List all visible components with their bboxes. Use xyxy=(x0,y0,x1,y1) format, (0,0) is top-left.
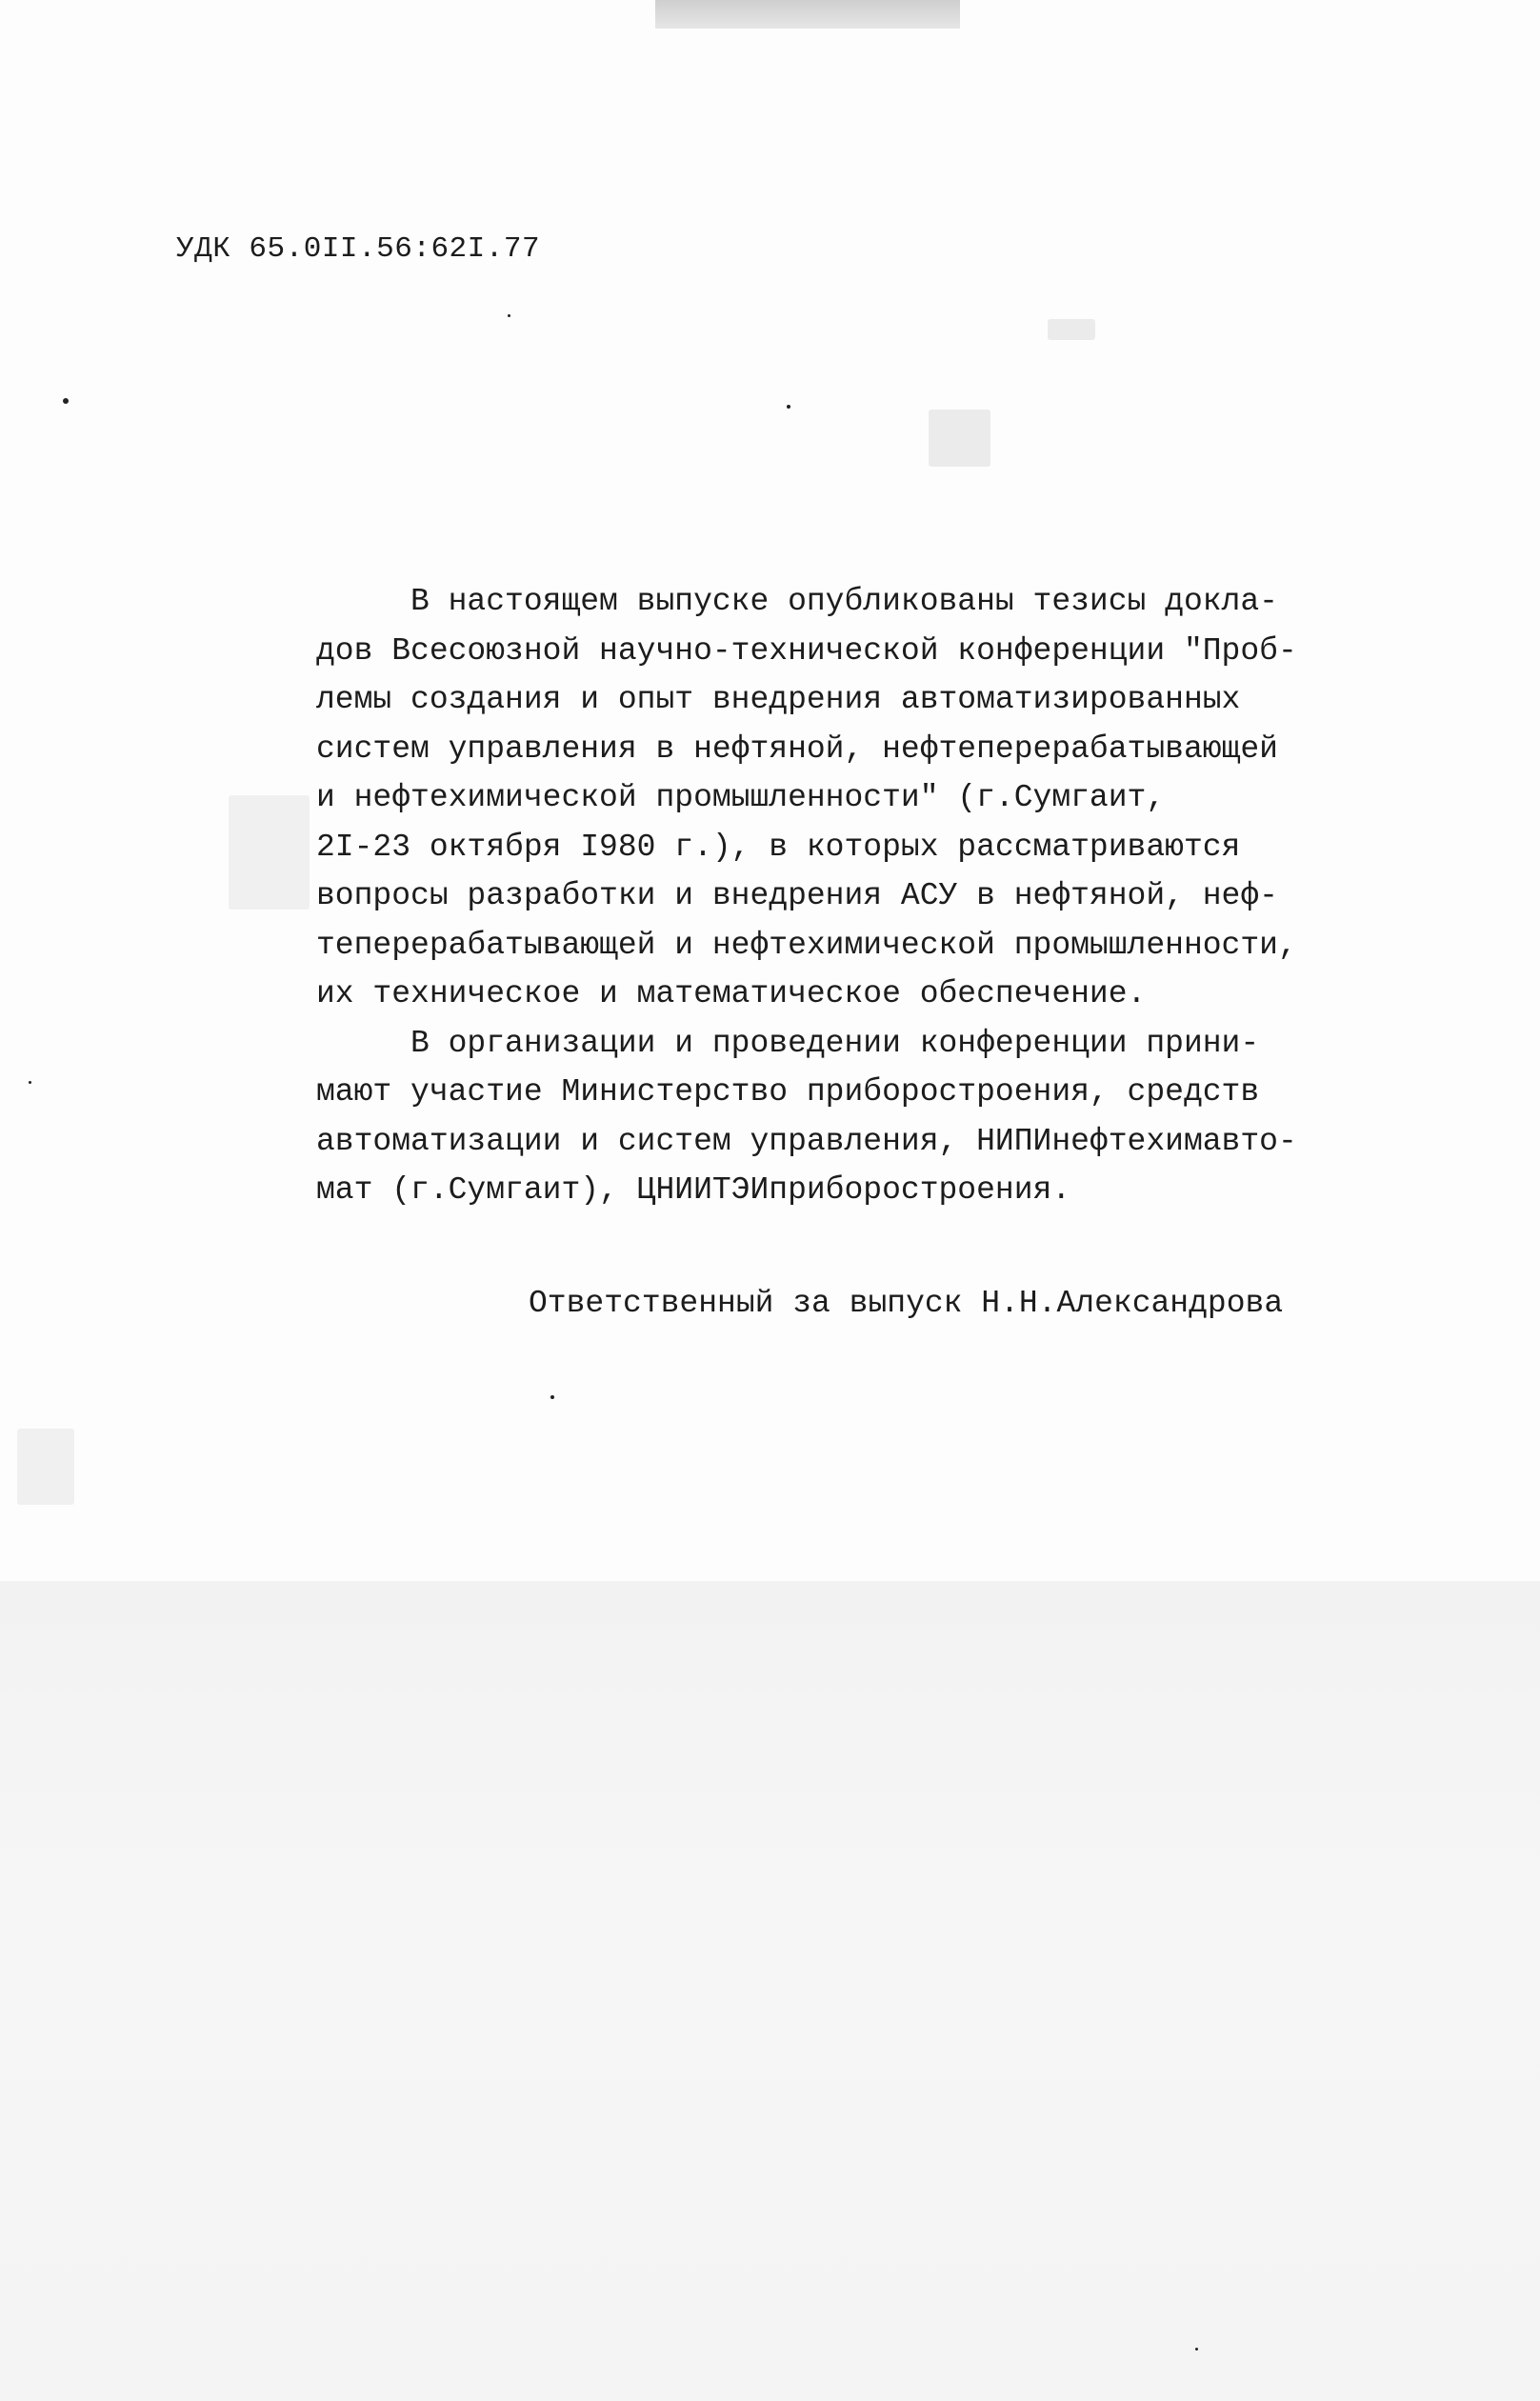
text-line: дов Всесоюзной научно-технической конференции "Проб- xyxy=(316,632,1297,669)
scan-speck xyxy=(508,314,510,317)
text-line: мат (г.Сумгаит), ЦНИИТЭИприборостроения. xyxy=(316,1172,1071,1208)
scan-edge-shadow xyxy=(655,0,960,29)
text-line: 2I-23 октября I980 г.), в которых рассматриваются xyxy=(316,829,1241,865)
udk-code: УДК 65.0II.56:62I.77 xyxy=(176,232,541,266)
paragraph-intro xyxy=(316,577,1326,1019)
text-line: систем управления в нефтяной, нефтеперерабатывающей xyxy=(316,730,1278,767)
scan-speck xyxy=(29,1081,31,1084)
text-line: автоматизации и систем управления, НИПИнефтехимавто- xyxy=(316,1123,1297,1159)
responsible-editor: Ответственный за выпуск Н.Н.Александрова xyxy=(529,1286,1284,1321)
scan-speck xyxy=(1195,2348,1198,2351)
scan-speck xyxy=(787,405,790,409)
annotation-text xyxy=(316,577,1326,1215)
scan-speck xyxy=(63,398,69,404)
text-line: их техническое и математическое обеспечение. xyxy=(316,976,1147,1011)
scan-smudge xyxy=(17,1429,74,1505)
text-line: теперерабатывающей и нефтехимической промышленности, xyxy=(316,927,1297,963)
paragraph-organizers xyxy=(316,1019,1326,1215)
scan-smudge xyxy=(929,410,990,467)
scan-smudge xyxy=(229,795,310,910)
scan-speck xyxy=(550,1395,554,1399)
text-line: В настоящем выпуске опубликованы тезисы докла- xyxy=(316,584,1278,619)
page-lower-shading xyxy=(0,1581,1540,2401)
scan-smudge xyxy=(1048,319,1095,340)
text-line: лемы создания и опыт внедрения автоматизированных xyxy=(316,682,1241,717)
text-line: вопросы разработки и внедрения АСУ в нефтяной, неф- xyxy=(316,878,1278,913)
text-line: мают участие Министерство приборостроения, средств xyxy=(316,1074,1260,1110)
text-line: В организации и проведении конференции прини- xyxy=(316,1025,1260,1061)
text-line: и нефтехимической промышленности" (г.Сумгаит, xyxy=(316,780,1166,815)
